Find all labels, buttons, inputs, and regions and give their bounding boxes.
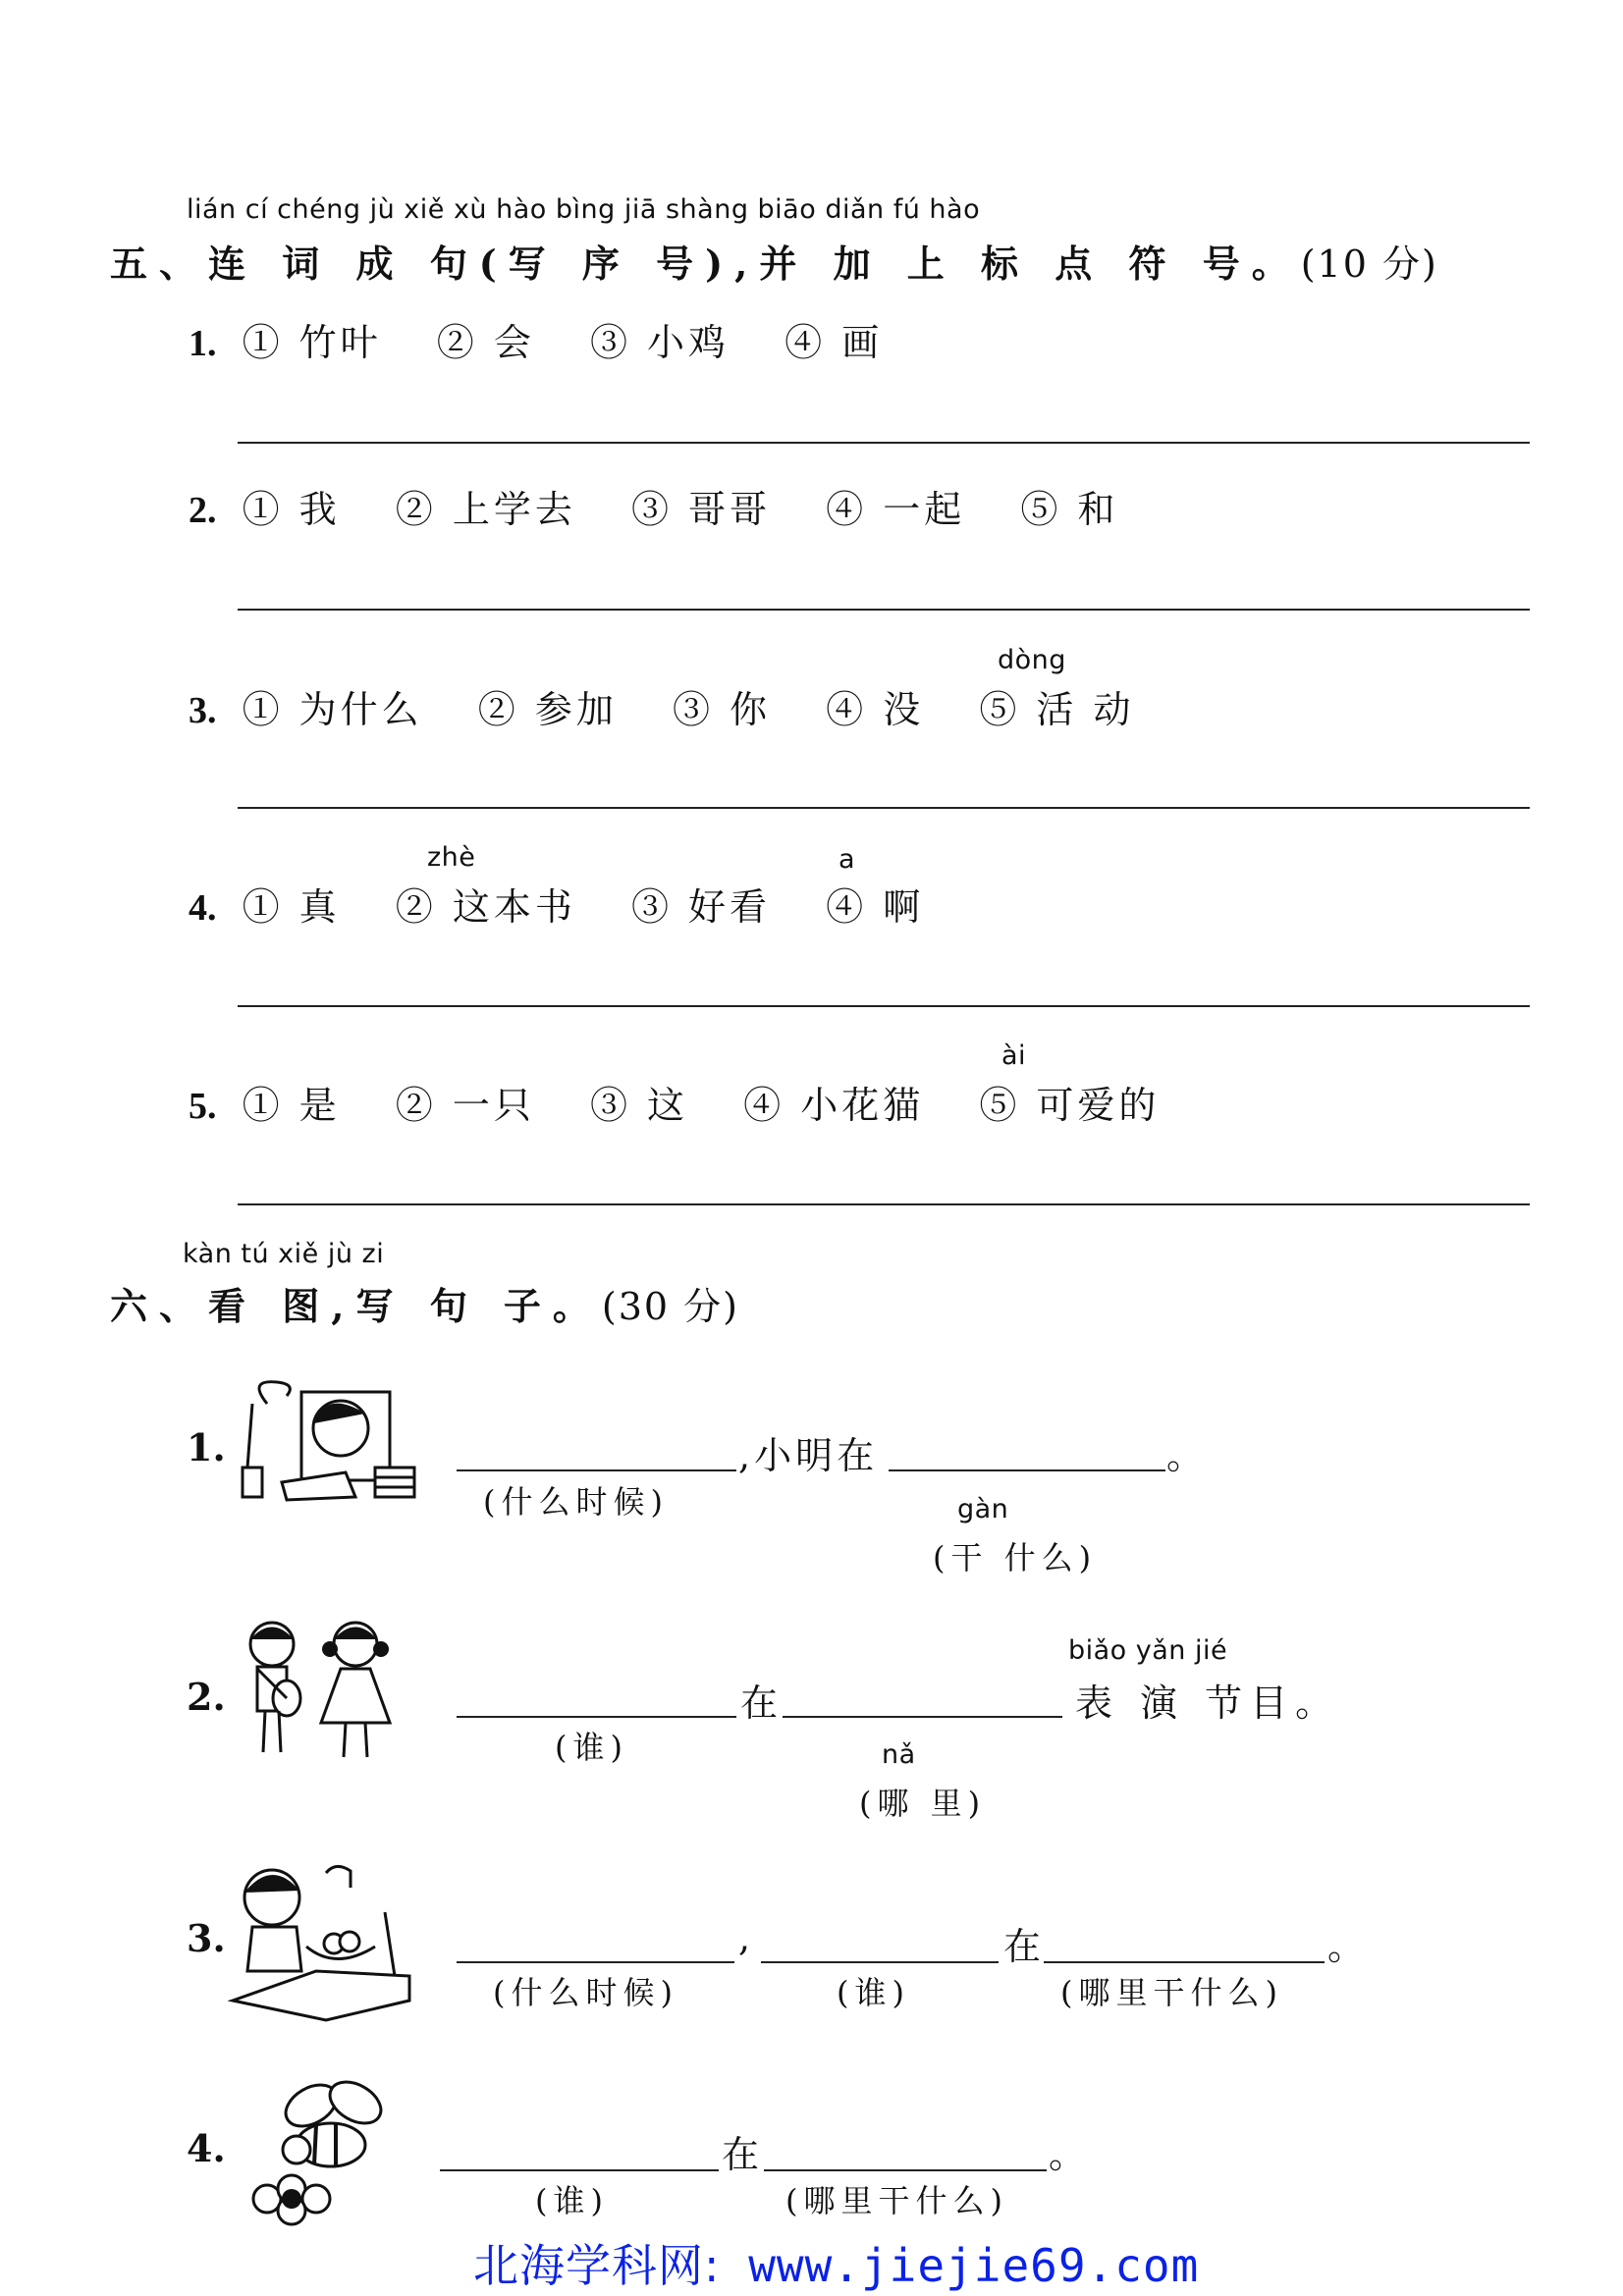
section5-title-text: 五、连 词 成 句(写 序 号),并 加 上 标 点 符 号。 <box>110 241 1301 286</box>
footer-url[interactable]: www.jiejie69.com <box>748 2239 1200 2292</box>
option: ③ 好看 <box>630 885 772 929</box>
hint-who: (谁) <box>837 1974 910 2011</box>
pinyin-na: nǎ <box>882 1739 916 1770</box>
pinyin-zhe: zhè <box>427 842 476 873</box>
hint-where-doing: (哪里干什么) <box>785 2182 1008 2219</box>
section6-title-text: 六、看 图,写 句 子。 <box>110 1284 602 1328</box>
option: ① 我 <box>242 488 341 531</box>
item3-end: 。 <box>1327 1925 1370 1968</box>
item-number: 2. <box>187 1675 226 1719</box>
question-number: 3. <box>189 690 217 731</box>
hint-where-doing: (哪里干什么) <box>1060 1974 1283 2011</box>
question-2 <box>189 479 1162 533</box>
option: ⑤ 活 动 <box>979 688 1135 731</box>
option: ③ 哥哥 <box>630 488 772 531</box>
option: ④ 啊 <box>826 885 925 929</box>
pinyin-ai: ài <box>1001 1041 1027 1071</box>
item3-comma: , <box>738 1916 755 1959</box>
section6-score: (30 分) <box>601 1285 740 1328</box>
option: ⑤ 和 <box>1020 488 1119 531</box>
blank-where-doing[interactable] <box>764 2169 1047 2171</box>
boy-washing-fruit-illustration <box>228 1853 419 2030</box>
bee-on-flower-illustration <box>228 2061 419 2228</box>
option: ③ 小鸡 <box>589 321 730 364</box>
option: ① 是 <box>242 1084 341 1127</box>
blank-who[interactable] <box>761 1961 999 1963</box>
section5-title <box>110 234 1438 288</box>
pinyin-gan: gàn <box>957 1494 1009 1524</box>
section5-pinyin: lián cí chéng jù xiě xù hào bìng jiā shàng biāo diǎn fú hào <box>187 194 981 225</box>
question-number: 4. <box>189 887 217 929</box>
option: ② 这本书 <box>395 885 576 929</box>
pinyin-biaoyanjie: biǎo yǎn jié <box>1068 1635 1228 1666</box>
blank-when[interactable] <box>457 1469 736 1471</box>
children-performing-illustration <box>228 1610 419 1767</box>
option: ⑤ 可爱的 <box>979 1084 1161 1127</box>
item-number: 3. <box>187 1916 226 1960</box>
option: ① 为什么 <box>242 688 423 731</box>
item4-end: 。 <box>1049 2133 1091 2176</box>
question-number: 5. <box>189 1086 217 1127</box>
question-5 <box>189 1075 1203 1129</box>
hint-when: (什么时候) <box>483 1483 669 1521</box>
option: ① 真 <box>242 885 341 929</box>
question-4 <box>189 877 967 931</box>
option: ① 竹叶 <box>242 321 382 364</box>
option: ② 会 <box>436 321 535 364</box>
hint-where: (哪 里) <box>859 1785 987 1822</box>
boy-reading-illustration <box>228 1374 419 1507</box>
item3-mid: 在 <box>1003 1925 1046 1968</box>
blank-who[interactable] <box>457 1716 736 1718</box>
option: ② 一只 <box>395 1084 535 1127</box>
question-number: 1. <box>189 323 217 364</box>
option: ③ 这 <box>589 1084 689 1127</box>
pinyin-dong: dòng <box>998 645 1066 675</box>
section6-title <box>110 1276 739 1330</box>
answer-line-3[interactable] <box>238 807 1530 809</box>
option: ④ 一起 <box>826 488 966 531</box>
item4-mid: 在 <box>722 2133 764 2176</box>
question-3 <box>189 679 1178 733</box>
blank-where-doing[interactable] <box>1044 1961 1325 1963</box>
item-number: 4. <box>187 2126 226 2170</box>
section5-score: (10 分) <box>1300 242 1438 286</box>
answer-line-2[interactable] <box>238 609 1530 611</box>
question-number: 2. <box>189 490 217 531</box>
item1-end: 。 <box>1166 1434 1209 1477</box>
footer-watermark <box>473 2230 1199 2295</box>
option: ④ 画 <box>784 321 884 364</box>
option: ③ 你 <box>672 688 772 731</box>
hint-who: (谁) <box>555 1729 628 1766</box>
blank-doing[interactable] <box>889 1469 1165 1471</box>
answer-line-1[interactable] <box>238 442 1530 444</box>
section6-pinyin: kàn tú xiě jù zi <box>183 1239 385 1269</box>
answer-line-4[interactable] <box>238 1005 1530 1007</box>
item2-end: 表 演 节目。 <box>1075 1682 1341 1725</box>
option: ② 上学去 <box>395 488 576 531</box>
item-number: 1. <box>187 1425 226 1469</box>
item2-mid: 在 <box>740 1682 783 1725</box>
option: ④ 小花猫 <box>743 1084 925 1127</box>
answer-line-5[interactable] <box>238 1203 1530 1205</box>
question-1 <box>189 312 926 366</box>
pinyin-a: a <box>839 844 856 875</box>
option: ② 参加 <box>477 688 618 731</box>
blank-where[interactable] <box>783 1716 1062 1718</box>
option: ④ 没 <box>826 688 925 731</box>
blank-who[interactable] <box>440 2169 719 2171</box>
hint-who: (谁) <box>535 2182 609 2219</box>
item1-mid: ,小明在 <box>738 1434 879 1477</box>
blank-when[interactable] <box>457 1961 734 1963</box>
hint-when: (什么时候) <box>493 1974 678 2011</box>
footer-site-name: 北海学科网: <box>473 2239 721 2292</box>
hint-doing: (干 什么) <box>933 1539 1098 1576</box>
